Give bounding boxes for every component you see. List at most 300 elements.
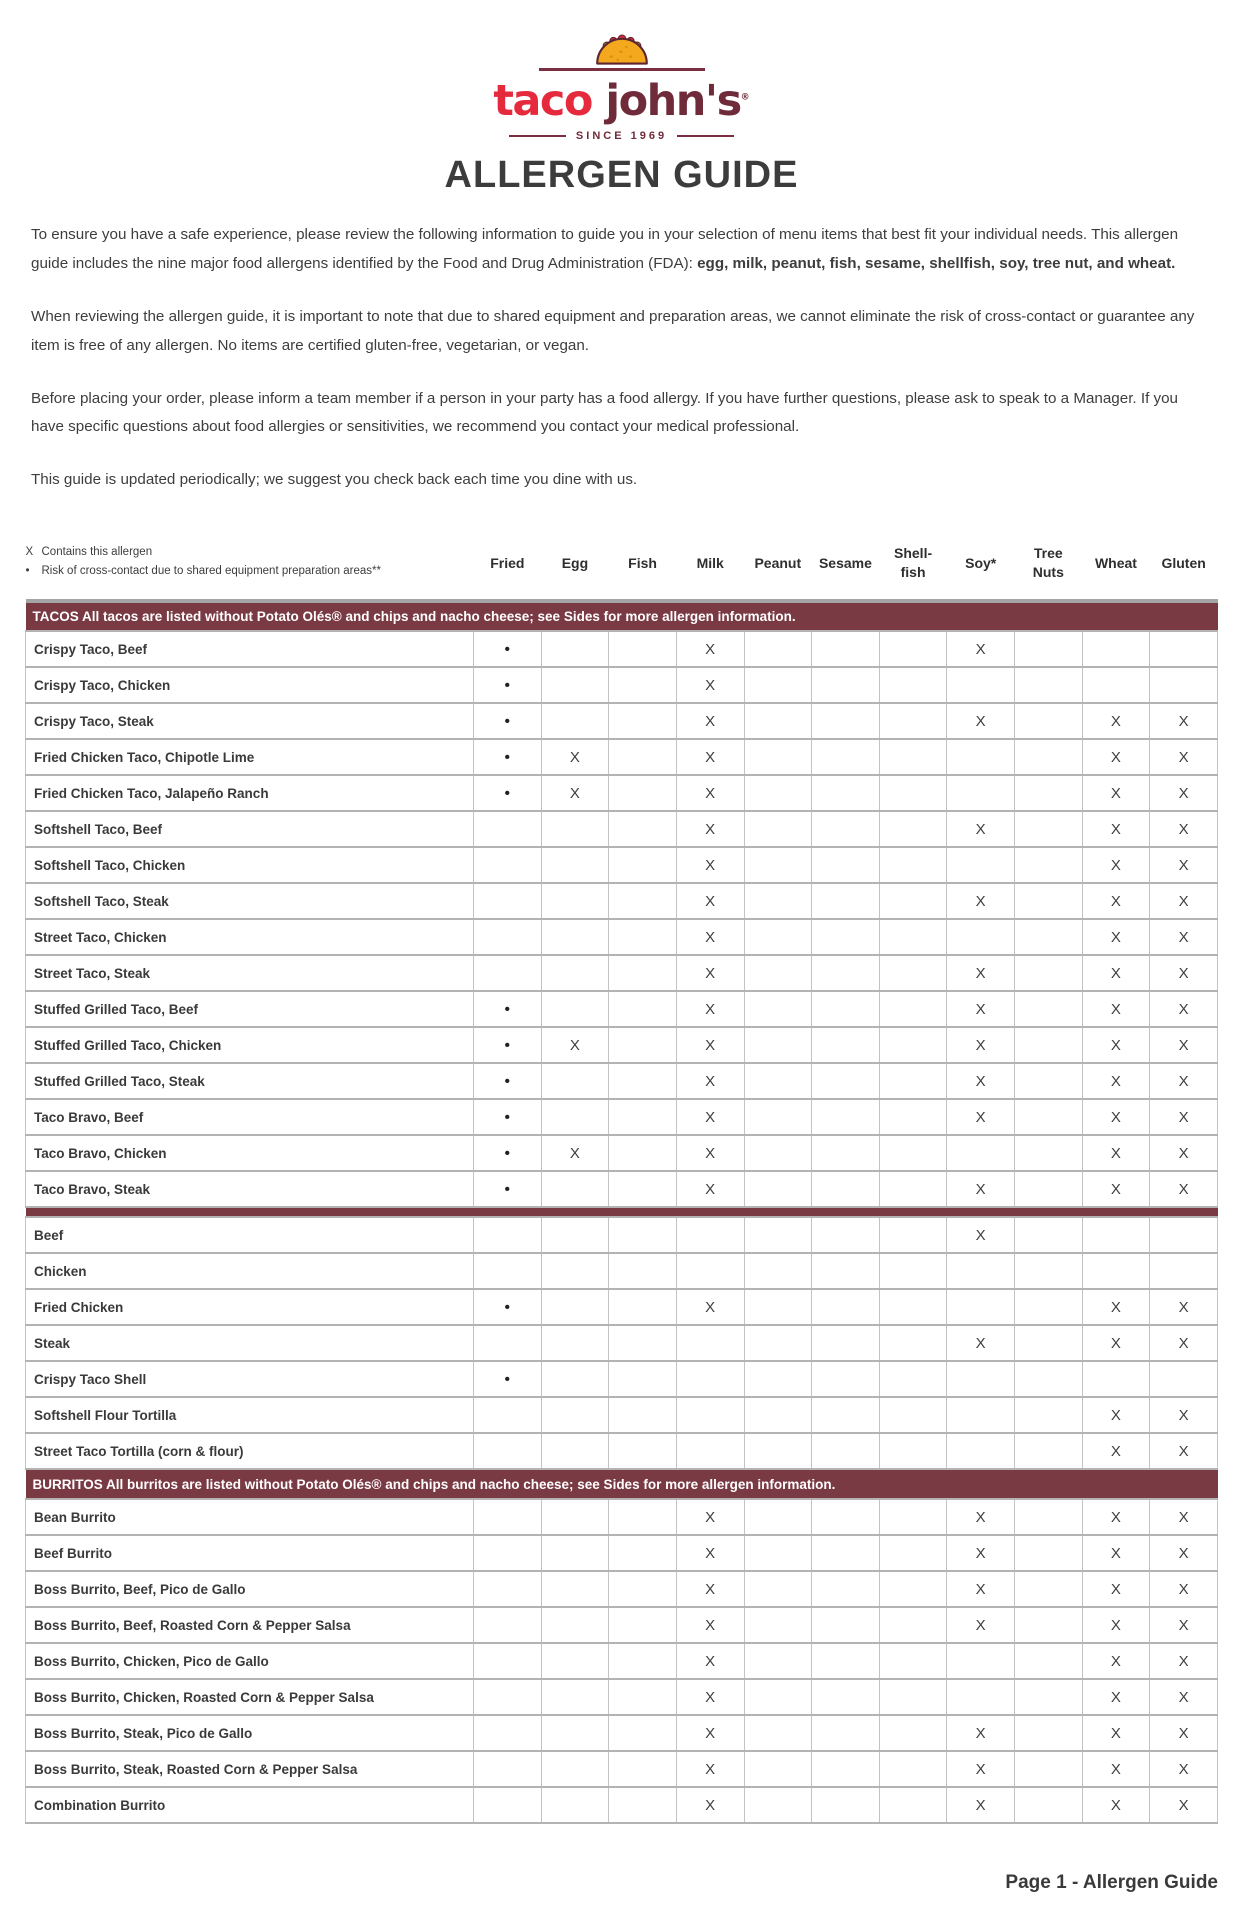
column-header-tree-nuts: Tree Nuts (1032, 545, 1064, 581)
allergen-mark-fish (609, 883, 677, 919)
allergen-mark-milk: X (676, 1679, 744, 1715)
intro-paragraph-4: This guide is updated periodically; we suggest you check back each time you dine with us. (31, 471, 638, 489)
allergen-mark-peanut (744, 1607, 812, 1643)
allergen-mark-fish (609, 1715, 677, 1751)
allergen-mark-sesame (812, 1643, 880, 1679)
menu-item-name: Taco Bravo, Chicken (26, 1135, 474, 1171)
allergen-mark-sesame (812, 1433, 880, 1469)
allergen-mark-egg (541, 1361, 609, 1397)
allergen-mark-wheat (1082, 631, 1150, 667)
menu-item-name: Softshell Taco, Beef (26, 811, 474, 847)
allergen-mark-shellfish (879, 1099, 947, 1135)
allergen-mark-sesame (812, 1289, 880, 1325)
allergen-mark-tree-nuts (1015, 847, 1083, 883)
allergen-mark-egg (541, 1397, 609, 1433)
allergen-mark-tree-nuts (1015, 811, 1083, 847)
allergen-mark-peanut (744, 1253, 812, 1289)
allergen-mark-fish (609, 1171, 677, 1207)
allergen-mark-sesame (812, 1099, 880, 1135)
allergen-mark-peanut (744, 955, 812, 991)
allergen-mark-peanut (744, 667, 812, 703)
allergen-mark-egg (541, 1715, 609, 1751)
allergen-mark-wheat: X (1082, 1397, 1150, 1433)
allergen-mark-milk: X (676, 1715, 744, 1751)
allergen-mark-fish (609, 1679, 677, 1715)
allergen-mark-tree-nuts (1015, 1171, 1083, 1207)
menu-item-row (26, 1027, 1218, 1063)
column-header-peanut: Peanut (754, 554, 802, 571)
column-header-soy: Soy* (965, 554, 997, 571)
allergen-mark-peanut (744, 1289, 812, 1325)
allergen-mark-tree-nuts (1015, 1715, 1083, 1751)
allergen-mark-fish (609, 1361, 677, 1397)
menu-item-row (26, 1571, 1218, 1607)
allergen-mark-shellfish (879, 1751, 947, 1787)
menu-item-row (26, 1135, 1218, 1171)
allergen-mark-peanut (744, 1571, 812, 1607)
allergen-mark-gluten: X (1150, 1715, 1218, 1751)
menu-item-row (26, 1715, 1218, 1751)
allergen-mark-fried: • (474, 1361, 542, 1397)
allergen-mark-fried (474, 1679, 542, 1715)
allergen-mark-egg: X (541, 739, 609, 775)
menu-item-row (26, 1253, 1218, 1289)
allergen-mark-sesame (812, 1325, 880, 1361)
allergen-mark-fried (474, 919, 542, 955)
page-title: ALLERGEN GUIDE (444, 154, 799, 196)
allergen-mark-peanut (744, 1643, 812, 1679)
allergen-mark-tree-nuts (1015, 739, 1083, 775)
allergen-mark-shellfish (879, 1787, 947, 1823)
allergen-mark-fish (609, 1751, 677, 1787)
allergen-mark-soy: X (947, 1571, 1015, 1607)
intro-paragraph-3: Before placing your order, please inform a team member if a person in your party has a food allergy. If you have further questions, please ask to speak to a Manager. If you have specific questions about food allergies or sensitivities, we recommend you contact your medical professional. (31, 389, 1179, 436)
allergen-mark-milk: X (676, 703, 744, 739)
allergen-mark-milk: X (676, 1135, 744, 1171)
menu-item-row (26, 1499, 1218, 1535)
allergen-mark-shellfish (879, 991, 947, 1027)
intro-allergen-list: egg, milk, peanut, fish, sesame, shellfish, soy, tree nut, and wheat. (697, 254, 1176, 272)
allergen-mark-wheat: X (1082, 1535, 1150, 1571)
allergen-mark-fried: • (474, 775, 542, 811)
page-footer: Page 1 - Allergen Guide (1005, 1872, 1218, 1893)
allergen-mark-tree-nuts (1015, 1433, 1083, 1469)
allergen-mark-egg (541, 811, 609, 847)
allergen-mark-fish (609, 955, 677, 991)
menu-item-name: Street Taco, Steak (26, 955, 474, 991)
allergen-mark-fried (474, 1433, 542, 1469)
allergen-mark-fish (609, 1135, 677, 1171)
allergen-mark-shellfish (879, 1433, 947, 1469)
allergen-mark-fried (474, 1325, 542, 1361)
allergen-mark-egg (541, 919, 609, 955)
since-rule-left (509, 135, 566, 137)
allergen-mark-wheat: X (1082, 1027, 1150, 1063)
allergen-mark-milk: X (676, 631, 744, 667)
allergen-mark-tree-nuts (1015, 1535, 1083, 1571)
menu-item-row (26, 1643, 1218, 1679)
allergen-mark-wheat (1082, 1253, 1150, 1289)
menu-item-name: Boss Burrito, Beef, Pico de Gallo (26, 1571, 474, 1607)
allergen-mark-fish (609, 1217, 677, 1253)
allergen-mark-egg: X (541, 1135, 609, 1171)
menu-item-row (26, 1397, 1218, 1433)
menu-item-name: Beef Burrito (26, 1535, 474, 1571)
allergen-mark-shellfish (879, 1607, 947, 1643)
allergen-mark-wheat: X (1082, 1751, 1150, 1787)
allergen-mark-milk (676, 1361, 744, 1397)
allergen-mark-shellfish (879, 1679, 947, 1715)
allergen-mark-shellfish (879, 1571, 947, 1607)
column-header-sesame: Sesame (818, 554, 872, 571)
allergen-mark-milk: X (676, 1027, 744, 1063)
allergen-mark-peanut (744, 1499, 812, 1535)
allergen-mark-peanut (744, 883, 812, 919)
menu-item-name: Beef (26, 1217, 474, 1253)
allergen-mark-fried: • (474, 1099, 542, 1135)
allergen-mark-peanut (744, 919, 812, 955)
allergen-mark-shellfish (879, 1253, 947, 1289)
allergen-mark-milk: X (676, 1751, 744, 1787)
allergen-mark-soy: X (947, 1063, 1015, 1099)
allergen-mark-egg (541, 1787, 609, 1823)
allergen-mark-wheat: X (1082, 847, 1150, 883)
allergen-mark-soy: X (947, 1607, 1015, 1643)
allergen-mark-fish (609, 811, 677, 847)
allergen-mark-fried: • (474, 631, 542, 667)
allergen-mark-peanut (744, 1217, 812, 1253)
allergen-mark-fish (609, 1063, 677, 1099)
allergen-mark-soy (947, 1643, 1015, 1679)
allergen-mark-tree-nuts (1015, 883, 1083, 919)
brand-word-taco: taco (493, 76, 592, 126)
allergen-mark-egg (541, 1171, 609, 1207)
section-divider (26, 1207, 1218, 1217)
dot-symbol: • (25, 565, 30, 578)
menu-item-row (26, 775, 1218, 811)
allergen-mark-gluten (1150, 667, 1218, 703)
allergen-mark-soy (947, 1361, 1015, 1397)
allergen-mark-shellfish (879, 1289, 947, 1325)
allergen-mark-soy: X (947, 1535, 1015, 1571)
allergen-mark-gluten: X (1150, 1643, 1218, 1679)
allergen-mark-fish (609, 1535, 677, 1571)
allergen-mark-shellfish (879, 1325, 947, 1361)
allergen-mark-egg (541, 1253, 609, 1289)
allergen-mark-sesame (812, 1535, 880, 1571)
allergen-mark-gluten: X (1150, 1397, 1218, 1433)
allergen-mark-peanut (744, 1171, 812, 1207)
column-header-milk: Milk (696, 554, 724, 571)
allergen-mark-fried: • (474, 1171, 542, 1207)
allergen-mark-shellfish (879, 1135, 947, 1171)
menu-item-row (26, 883, 1218, 919)
menu-item-row (26, 1679, 1218, 1715)
section-band-label: TACOS All tacos are listed without Potato Olés® and chips and nacho cheese; see Sides for more allergen information. (26, 601, 1218, 631)
allergen-mark-milk (676, 1253, 744, 1289)
column-header-gluten: Gluten (1161, 554, 1206, 571)
allergen-mark-tree-nuts (1015, 1397, 1083, 1433)
allergen-mark-gluten (1150, 1361, 1218, 1397)
allergen-mark-fish (609, 991, 677, 1027)
allergen-mark-shellfish (879, 1063, 947, 1099)
allergen-mark-tree-nuts (1015, 955, 1083, 991)
menu-item-row (26, 1171, 1218, 1207)
allergen-mark-sesame (812, 1715, 880, 1751)
menu-item-name: Combination Burrito (26, 1787, 474, 1823)
allergen-mark-soy: X (947, 631, 1015, 667)
menu-item-name: Crispy Taco, Beef (26, 631, 474, 667)
allergen-mark-tree-nuts (1015, 631, 1083, 667)
menu-item-row (26, 1787, 1218, 1823)
allergen-mark-fish (609, 1325, 677, 1361)
allergen-mark-fried (474, 1217, 542, 1253)
allergen-mark-egg: X (541, 775, 609, 811)
allergen-mark-fish (609, 1099, 677, 1135)
allergen-mark-egg (541, 1535, 609, 1571)
menu-item-name: Taco Bravo, Steak (26, 1171, 474, 1207)
allergen-mark-fried: • (474, 991, 542, 1027)
allergen-mark-soy: X (947, 991, 1015, 1027)
allergen-mark-soy: X (947, 1325, 1015, 1361)
allergen-mark-milk: X (676, 1099, 744, 1135)
allergen-mark-fried (474, 1751, 542, 1787)
allergen-mark-soy: X (947, 955, 1015, 991)
allergen-mark-wheat: X (1082, 1325, 1150, 1361)
allergen-mark-tree-nuts (1015, 991, 1083, 1027)
menu-item-row (26, 631, 1218, 667)
allergen-mark-fried (474, 847, 542, 883)
menu-item-name: Boss Burrito, Steak, Roasted Corn & Pepper Salsa (26, 1751, 474, 1787)
allergen-mark-peanut (744, 1027, 812, 1063)
allergen-mark-gluten: X (1150, 1063, 1218, 1099)
allergen-mark-sesame (812, 1679, 880, 1715)
allergen-mark-gluten: X (1150, 1751, 1218, 1787)
allergen-mark-egg (541, 631, 609, 667)
allergen-mark-milk: X (676, 1289, 744, 1325)
allergen-mark-peanut (744, 775, 812, 811)
menu-item-row (26, 1289, 1218, 1325)
menu-item-name: Fried Chicken (26, 1289, 474, 1325)
allergen-mark-shellfish (879, 1499, 947, 1535)
taco-logo-wrap (539, 24, 705, 76)
allergen-mark-tree-nuts (1015, 1135, 1083, 1171)
allergen-mark-shellfish (879, 1643, 947, 1679)
allergen-mark-gluten: X (1150, 739, 1218, 775)
allergen-mark-sesame (812, 955, 880, 991)
allergen-mark-sesame (812, 1027, 880, 1063)
allergen-mark-egg (541, 1751, 609, 1787)
menu-item-row (26, 1607, 1218, 1643)
allergen-mark-peanut (744, 847, 812, 883)
allergen-mark-soy (947, 667, 1015, 703)
allergen-mark-milk: X (676, 919, 744, 955)
menu-item-row (26, 1535, 1218, 1571)
menu-item-row (26, 991, 1218, 1027)
allergen-mark-shellfish (879, 739, 947, 775)
allergen-mark-peanut (744, 1063, 812, 1099)
allergen-mark-gluten: X (1150, 883, 1218, 919)
allergen-mark-fish (609, 1571, 677, 1607)
allergen-mark-wheat: X (1082, 703, 1150, 739)
allergen-mark-sesame (812, 775, 880, 811)
allergen-mark-wheat: X (1082, 1135, 1150, 1171)
allergen-mark-sesame (812, 739, 880, 775)
allergen-mark-tree-nuts (1015, 1679, 1083, 1715)
allergen-mark-fish (609, 919, 677, 955)
allergen-mark-sesame (812, 667, 880, 703)
allergen-mark-soy: X (947, 1715, 1015, 1751)
allergen-mark-egg (541, 991, 609, 1027)
allergen-mark-soy: X (947, 703, 1015, 739)
allergen-mark-fish (609, 1499, 677, 1535)
allergen-mark-sesame (812, 631, 880, 667)
allergen-mark-soy: X (947, 811, 1015, 847)
allergen-mark-egg (541, 703, 609, 739)
allergen-mark-peanut (744, 1715, 812, 1751)
allergen-mark-peanut (744, 703, 812, 739)
allergen-mark-shellfish (879, 847, 947, 883)
legend-contains (26, 543, 474, 562)
trademark-symbol: ® (740, 92, 750, 103)
allergen-mark-fried (474, 1253, 542, 1289)
menu-item-row (26, 1325, 1218, 1361)
allergen-mark-sesame (812, 883, 880, 919)
allergen-mark-egg (541, 1643, 609, 1679)
allergen-mark-wheat: X (1082, 883, 1150, 919)
allergen-mark-sesame (812, 811, 880, 847)
allergen-mark-peanut (744, 1679, 812, 1715)
allergen-mark-tree-nuts (1015, 919, 1083, 955)
allergen-mark-milk (676, 1217, 744, 1253)
allergen-mark-wheat: X (1082, 1607, 1150, 1643)
section-band (26, 601, 1218, 631)
allergen-mark-gluten: X (1150, 775, 1218, 811)
legend-cross-contact-label: Risk of cross-contact due to shared equipment preparation areas** (41, 565, 381, 578)
allergen-mark-tree-nuts (1015, 1643, 1083, 1679)
brand-word-johns: john's (605, 76, 741, 126)
allergen-mark-tree-nuts (1015, 1027, 1083, 1063)
allergen-mark-fried: • (474, 1289, 542, 1325)
allergen-mark-peanut (744, 1397, 812, 1433)
menu-item-name: Street Taco, Chicken (26, 919, 474, 955)
allergen-mark-peanut (744, 739, 812, 775)
allergen-mark-gluten (1150, 631, 1218, 667)
column-header-fish: Fish (628, 554, 657, 571)
allergen-mark-gluten: X (1150, 919, 1218, 955)
menu-item-name: Crispy Taco, Chicken (26, 667, 474, 703)
allergen-mark-gluten: X (1150, 1679, 1218, 1715)
allergen-mark-wheat: X (1082, 775, 1150, 811)
menu-item-name: Street Taco Tortilla (corn & flour) (26, 1433, 474, 1469)
allergen-mark-tree-nuts (1015, 1787, 1083, 1823)
allergen-mark-shellfish (879, 883, 947, 919)
allergen-mark-shellfish (879, 631, 947, 667)
allergen-mark-milk: X (676, 1607, 744, 1643)
allergen-mark-peanut (744, 811, 812, 847)
allergen-mark-sesame (812, 1361, 880, 1397)
allergen-mark-sesame (812, 847, 880, 883)
allergen-mark-milk: X (676, 1643, 744, 1679)
allergen-mark-fish (609, 775, 677, 811)
allergen-mark-wheat: X (1082, 955, 1150, 991)
allergen-mark-fried (474, 1535, 542, 1571)
allergen-mark-soy: X (947, 1217, 1015, 1253)
allergen-mark-wheat: X (1082, 739, 1150, 775)
allergen-mark-fried: • (474, 1135, 542, 1171)
allergen-mark-gluten: X (1150, 1571, 1218, 1607)
menu-item-name: Softshell Flour Tortilla (26, 1397, 474, 1433)
allergen-mark-milk: X (676, 955, 744, 991)
allergen-mark-egg (541, 1289, 609, 1325)
allergen-mark-milk: X (676, 1535, 744, 1571)
allergen-mark-peanut (744, 631, 812, 667)
allergen-mark-fried: • (474, 703, 542, 739)
allergen-mark-gluten: X (1150, 703, 1218, 739)
menu-item-row (26, 919, 1218, 955)
since-rule-right (677, 135, 734, 137)
allergen-mark-gluten: X (1150, 1787, 1218, 1823)
allergen-mark-egg (541, 955, 609, 991)
allergen-mark-egg (541, 1571, 609, 1607)
allergen-mark-peanut (744, 991, 812, 1027)
allergen-mark-gluten: X (1150, 1027, 1218, 1063)
column-header-wheat: Wheat (1094, 554, 1137, 571)
allergen-mark-sesame (812, 1571, 880, 1607)
allergen-mark-sesame (812, 1171, 880, 1207)
allergen-mark-tree-nuts (1015, 1751, 1083, 1787)
menu-item-row (26, 955, 1218, 991)
allergen-mark-soy: X (947, 1027, 1015, 1063)
allergen-mark-tree-nuts (1015, 1063, 1083, 1099)
menu-item-name: Boss Burrito, Chicken, Roasted Corn & Pepper Salsa (26, 1679, 474, 1715)
allergen-mark-milk: X (676, 991, 744, 1027)
menu-item-name: Crispy Taco Shell (26, 1361, 474, 1397)
section-divider-bar (26, 1207, 1218, 1217)
allergen-mark-wheat: X (1082, 1787, 1150, 1823)
allergen-mark-sesame (812, 1787, 880, 1823)
column-header-fried: Fried (490, 554, 525, 571)
allergen-mark-wheat: X (1082, 1571, 1150, 1607)
allergen-mark-fried (474, 811, 542, 847)
menu-item-name: Steak (26, 1325, 474, 1361)
menu-item-row (26, 1099, 1218, 1135)
allergen-mark-tree-nuts (1015, 703, 1083, 739)
allergen-mark-wheat: X (1082, 811, 1150, 847)
allergen-mark-gluten (1150, 1253, 1218, 1289)
allergen-mark-soy: X (947, 1099, 1015, 1135)
section-band (26, 1469, 1218, 1499)
menu-item-row (26, 847, 1218, 883)
allergen-mark-fish (609, 1289, 677, 1325)
menu-item-row (26, 1063, 1218, 1099)
allergen-mark-fish (609, 1433, 677, 1469)
allergen-mark-wheat: X (1082, 1499, 1150, 1535)
allergen-mark-wheat: X (1082, 1433, 1150, 1469)
allergen-mark-wheat: X (1082, 1063, 1150, 1099)
allergen-mark-soy (947, 847, 1015, 883)
allergen-mark-tree-nuts (1015, 1253, 1083, 1289)
allergen-mark-fish (609, 847, 677, 883)
allergen-mark-sesame (812, 703, 880, 739)
allergen-mark-milk: X (676, 847, 744, 883)
allergen-mark-wheat: X (1082, 1171, 1150, 1207)
menu-item-name: Boss Burrito, Beef, Roasted Corn & Pepper Salsa (26, 1607, 474, 1643)
menu-item-row (26, 1751, 1218, 1787)
taco-icon (594, 24, 650, 74)
column-header-row (26, 529, 1218, 601)
allergen-mark-soy: X (947, 1499, 1015, 1535)
